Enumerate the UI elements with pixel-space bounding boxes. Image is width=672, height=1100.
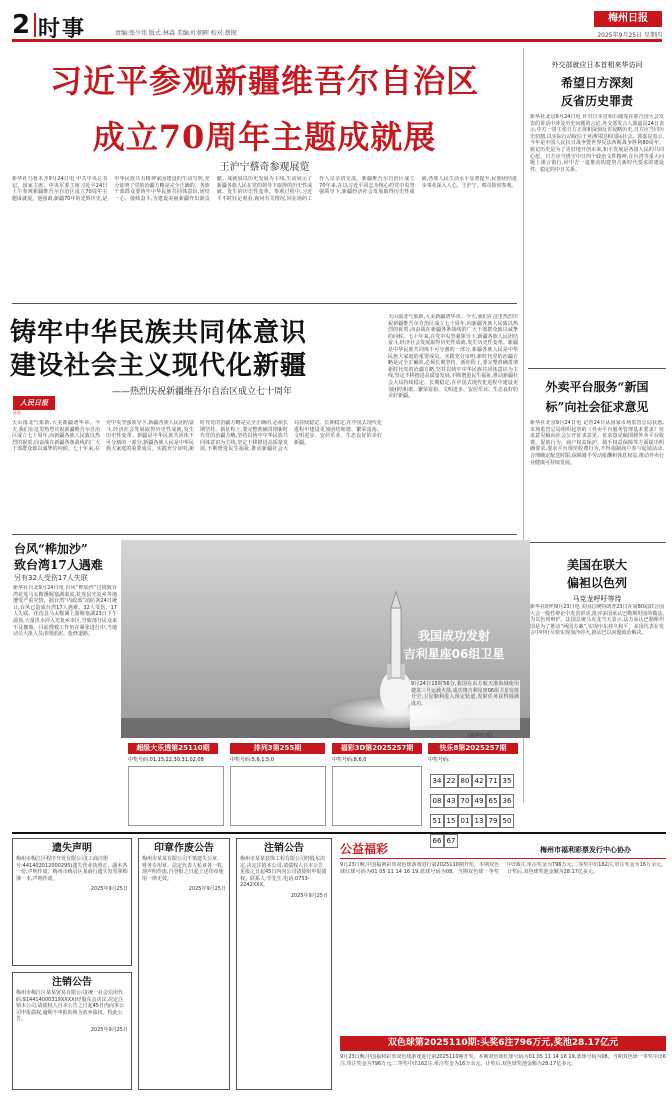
keno-number: 13 [472, 814, 486, 828]
divider [12, 303, 517, 304]
lottery-box-3-title: 福彩3D第2025257期 [332, 743, 422, 754]
keno-number: 42 [472, 774, 486, 788]
fucai-headline: 双色球第2025110期:头奖6注796万元,奖池28.17亿元 [340, 1036, 666, 1051]
issue-date: 2025年9月25日 星期四 [597, 32, 662, 39]
feature-body-b: 天山南北气象新,大美新疆谱华章。今天,我们在这里热烈庆祝新疆维吾尔自治区成立七十周年,向新疆各族人民致以热烈的祝贺,向奋战在新疆各条战线的广大干部群众致以诚挚的问候。七十年来,在党中央坚强领导下,新疆各族人民团结奋斗,经济社会发展取得历史性成就,发生历史性变革。新疆是中华民族共同体不可分割的一部分,新疆各族人民是中华民族大家庭的重要成员。实践充分证明,新时代党的治疆方略是完全正确的,必须长期坚持。新征程上,要完整准确贯彻新时代党的治疆方略,坚持以铸牢中华民族共同体意识为主线,坚定不移推进高质量发展,不断增进民生福祉,推动新疆社会大局持续稳定、长期稳定,在中国式现代化进程中建设更加团结和谐、繁荣富裕、文明进步、安居乐业、生态良好的美好新疆。 [388, 314, 518, 400]
right-top-title-2: 反省历史罪责 [560, 94, 633, 108]
lead-body: 新华社乌鲁木齐9月24日电 中共中央总书记、国家主席、中央军委主席习近平24日上午参观新疆维吾尔自治区成立70周年主题成就展。他强调,新疆70年的光辉历史,是中华民族共有精神家园建设的生动写照,充分证明了党的治疆方略是完全正确的。各族干部群众要铸牢中华民族共同体意识,团结一心、接续奋斗,为建设美丽新疆作出新贡献。成就展以历史发展为主线,生动展示了新疆各族人民在党的领导下取得的历史性成就、发生的历史性变革。参观过程中,习近平不时驻足观看,询问有关情况,同在场的工作人员亲切交流。新疆维吾尔自治区成立70年来,在以习近平同志为核心的党中央坚强领导下,新疆经济社会发展取得历史性成就,各族人民生活水平显著提升,民族团结进步事业深入人心。王沪宁、蔡奇陪同参观。 [12, 176, 517, 202]
keno-number: 49 [472, 794, 486, 808]
seal-notice-date: 2025年9月25日 [188, 886, 226, 893]
divider [12, 534, 517, 535]
cancel-notice-body: 梅州市梅江区某某贸易有限公司(统一社会信用代码:914414000319XXXX)经股东会决议,决定注销本公司,请债权人自本公告之日起45日内向本公司申报债权,逾期不申报的视为放弃债权。特此公告。 [16, 990, 124, 1023]
keno-number: 71 [486, 774, 500, 788]
right-mid-body: 新华社北京9月24日电 记者24日从国家市场监管总局获悉,市场监管总局组织起草的《外卖平台服务管理基本要求》征求意见稿向社会公开征求意见。征求意见稿围绕外卖平台收费、促销行为、商户权益保护、骑手权益保障等方面提出明确要求,要求平台规范收费行为,不得强制商户参与促销活动,合理确定配送时限,保障骑手劳动报酬和休息权益,推动外卖行业健康可持续发展。 [530, 420, 664, 466]
keno-number: 70 [458, 794, 472, 808]
editor-credits: 责编:张少邦 版式:林森 美编:叶朝晖 校对:蔡锲 [115, 30, 237, 37]
page-number: 2 [12, 10, 31, 40]
typhoon-sub: 另有32人受伤17人失联 [14, 574, 88, 582]
right-low-title-2: 偏袒以色列 [566, 576, 627, 590]
right-low-title-1: 美国在联大 [566, 558, 627, 572]
keno-number: 67 [444, 834, 458, 848]
keno-number: 66 [430, 834, 444, 848]
lead-headline-line-1: 习近平参观新疆维吾尔自治区 [49, 62, 479, 100]
masthead [12, 8, 662, 42]
seal-notice-body: 梅州市某某有限公司不慎遗失公章、财务专用章、法定代表人私章各一枚,现声明作废,自登报之日起上述印章使用一律无效。 [142, 856, 224, 882]
lead-headline-line-2: 成立70周年主题成就展 [92, 118, 437, 156]
keno-number: 80 [458, 774, 472, 788]
lost-notice [12, 838, 132, 966]
keno-number: 34 [430, 774, 444, 788]
cancel-notice [12, 972, 132, 1090]
keno-number: 35 [500, 774, 514, 788]
keno-number: 36 [500, 794, 514, 808]
keno-number: 79 [486, 814, 500, 828]
rocket-title-1: 我国成功发射 [417, 629, 490, 643]
keno-number: 22 [444, 774, 458, 788]
fucai-results: 9月23日晚,中国福利彩票双色球游戏进行第2025110期开奖。本期双色球红球号码为01 05 11 14 16 19,蓝球号码为08。当期双色球一等奖中出6注,单注奖金为796万元;二等奖中出162注,单注奖金为16万余元。计奖后,双色球奖池金额为28.17亿多元。 [340, 862, 666, 875]
rocket-title [389, 627, 519, 663]
fucai-sponsor: 梅州市福利彩票发行中心协办 [540, 846, 631, 854]
typhoon-body: 新华社台北9月24日电 台风“桦加沙”过境致台湾花莲马太鞍溪堰塞湖溢流,花莲县光复乡等地遭受严重灾情。据台湾“内政部”消防署24日统计,台风已造成台湾17人遇难、32人受伤、17人失联。花莲县马太鞍溪上游堰塞湖23日下午溢顶,大量洪水冲入光复乡市区,导致部分民众来不及撤离。目前搜救工作仍在紧张进行中,当地动员大批人员清理淤泥、抢修道路。 [13, 585, 117, 638]
divider [528, 542, 666, 543]
rocket-title-2: 吉利星座06组卫星 [403, 647, 505, 661]
feature-body-a: 天山南北气象新,大美新疆谱华章。今天,我们在这里热烈庆祝新疆维吾尔自治区成立七十周年,向新疆各族人民致以热烈的祝贺,向奋战在新疆各条战线的广大干部群众致以诚挚的问候。七十年来,在党中央坚强领导下,新疆各族人民团结奋斗,经济社会发展取得历史性成就,发生历史性变革。新疆是中华民族共同体不可分割的一部分,新疆各族人民是中华民族大家庭的重要成员。实践充分证明,新时代党的治疆方略是完全正确的,必须长期坚持。新征程上,要完整准确贯彻新时代党的治疆方略,坚持以铸牢中华民族共同体意识为主线,坚定不移推进高质量发展,不断增进民生福祉,推动新疆社会大局持续稳定、长期稳定,在中国式现代化进程中建设更加团结和谐、繁荣富裕、文明进步、安居乐业、生态良好的美好新疆。 [12, 420, 382, 453]
lost-notice-date: 2025年9月25日 [90, 886, 128, 893]
lottery-box-2-draw: 中奖号码:5,6,1,5,0 [230, 757, 274, 763]
feature-subtitle: ——热烈庆祝新疆维吾尔自治区成立七十周年 [112, 387, 293, 397]
cancel-notice-2-body: 梅州市某某装饰工程有限公司经股东决定,决定注销本公司,请债权人自本公告见报之日起45日内向公司清算组申报债权。联系人:李先生,电话:0753-2242XXX。 [240, 856, 327, 889]
divider [12, 832, 666, 834]
keno-number: 51 [430, 814, 444, 828]
fucai-body: 9月23日晚,中国福利彩票双色球游戏进行第2025110期开奖。本期双色球红球号码为01 05 11 14 16 19,蓝球号码为08。当期双色球一等奖中出6注,单注奖金为796万元;二等奖中出162注,单注奖金为16万余元。计奖后,双色球奖池金额为28.17亿多元。 [340, 1054, 666, 1067]
right-mid-title-2: 标”向社会征求意见 [545, 400, 649, 414]
rocket-caption: 9月24日15时56分,我国在东方航天港海域使用捷龙三号运载火箭,成功将吉利星座06组卫星发射升空,卫星顺利进入预定轨道,发射任务获得圆满成功。 [410, 680, 520, 730]
cancel-notice-date: 2025年9月25日 [90, 1026, 128, 1033]
logo-caption: 社论 [13, 410, 21, 415]
cancel-notice-title: 注销公告 [52, 977, 92, 988]
section-name: 时事 [38, 17, 87, 42]
paper-logo: 梅州日报 [594, 11, 662, 27]
right-mid-title-1: 外卖平台服务“新国 [545, 380, 649, 394]
keno-number: 01 [458, 814, 472, 828]
keno-number: 43 [444, 794, 458, 808]
keno-number: 65 [486, 794, 500, 808]
rocket-credit: (新华社发) [468, 733, 492, 739]
right-top-body: 新华社北京9月24日电 针对日本首相石破茂在联合国大会发表的讲话中涉及历史问题的言论,外交部发言人郭嘉昆24日表示,中方一贯主张日方正视和深刻反省侵略历史,日方应当同历史切割,以实际行动取信于亚洲邻国和国际社会。郭嘉昆表示,今年是中国人民抗日战争暨世界反法西斯战争胜利80周年。铭记历史是为了更好地开创未来,和平发展是各国人民的共同心愿。日方应当恪守中日四个政治文件精神,在台湾等重大问题上谨言慎行,同中方一道推动构建契合新时代要求的建设性、稳定的中日关系。 [530, 114, 664, 173]
lost-notice-body: 梅州市梅江区程序开发有限公司(工商注册号:441402012000295)遗失营业执照正、副本各一份,声明作废。梅州市梅县区某商行遗失发票领购簿一本,声明作废。 [16, 856, 128, 882]
typhoon-title-2: 致台湾17人遇难 [14, 558, 103, 572]
lottery-box-4-title: 快乐8第2025257期 [428, 743, 518, 754]
keno-number: 08 [430, 794, 444, 808]
fucai-title: 公益福彩 [340, 842, 389, 856]
lottery-prize-table-1 [128, 766, 224, 826]
section-divider [34, 13, 36, 37]
divider [340, 858, 666, 859]
lottery-box-2-title: 排列3第255期 [230, 743, 325, 754]
keno-number: 15 [444, 814, 458, 828]
keno-number: 50 [500, 814, 514, 828]
divider [528, 368, 666, 369]
cancel-notice-2-title: 注销公告 [264, 843, 304, 854]
seal-notice-title: 印章作废公告 [154, 843, 214, 854]
lottery-box-3-draw: 中奖号码:8,6,0 [332, 757, 367, 763]
lottery-prize-table-3 [332, 766, 422, 826]
keno-number-grid [430, 768, 520, 848]
lost-notice-title: 遗失声明 [52, 843, 92, 854]
seal-invalid-notice [138, 838, 230, 1090]
feature-title-2: 建设社会主义现代化新疆 [10, 351, 308, 381]
cancel-notice-2 [236, 838, 332, 1090]
typhoon-title: 台风“桦加沙” [14, 542, 88, 556]
lottery-box-4-draw: 中奖号码: [428, 757, 450, 763]
right-top-kicker: 外交部就应日本首相来华访问 [551, 61, 643, 69]
cancel-notice-2-date: 2025年9月25日 [290, 892, 328, 899]
right-low-body: 新华社纽约9月23日电 美国总统特朗普23日在第80届联合国大会一般性辩论中发表讲话,批评多国承认巴勒斯坦国的做法,为以色列辩护。法国总统马克龙当天表示,法方承认巴勒斯坦国是为了推动“两国方案”,实现中东持久和平。多国代表在发言中呼吁尽快实现加沙停火,推动巴以问题政治解决。 [530, 604, 664, 637]
lead-subheadline: 王沪宁蔡奇参观展览 [219, 162, 310, 173]
feature-title-1: 铸牢中华民族共同体意识 [10, 318, 308, 348]
right-top-title-1: 希望日方深刻 [560, 76, 633, 90]
lottery-box-1-title: 超级大乐透第25110期 [128, 743, 218, 754]
right-low-author: 马克龙呼吁等待 [572, 595, 622, 603]
lottery-prize-table-2 [230, 766, 326, 826]
peoples-daily-logo: 人民日报 [13, 396, 55, 410]
lottery-box-1-draw: 中奖号码:01,15,22,30,31,02,08 [128, 757, 204, 763]
